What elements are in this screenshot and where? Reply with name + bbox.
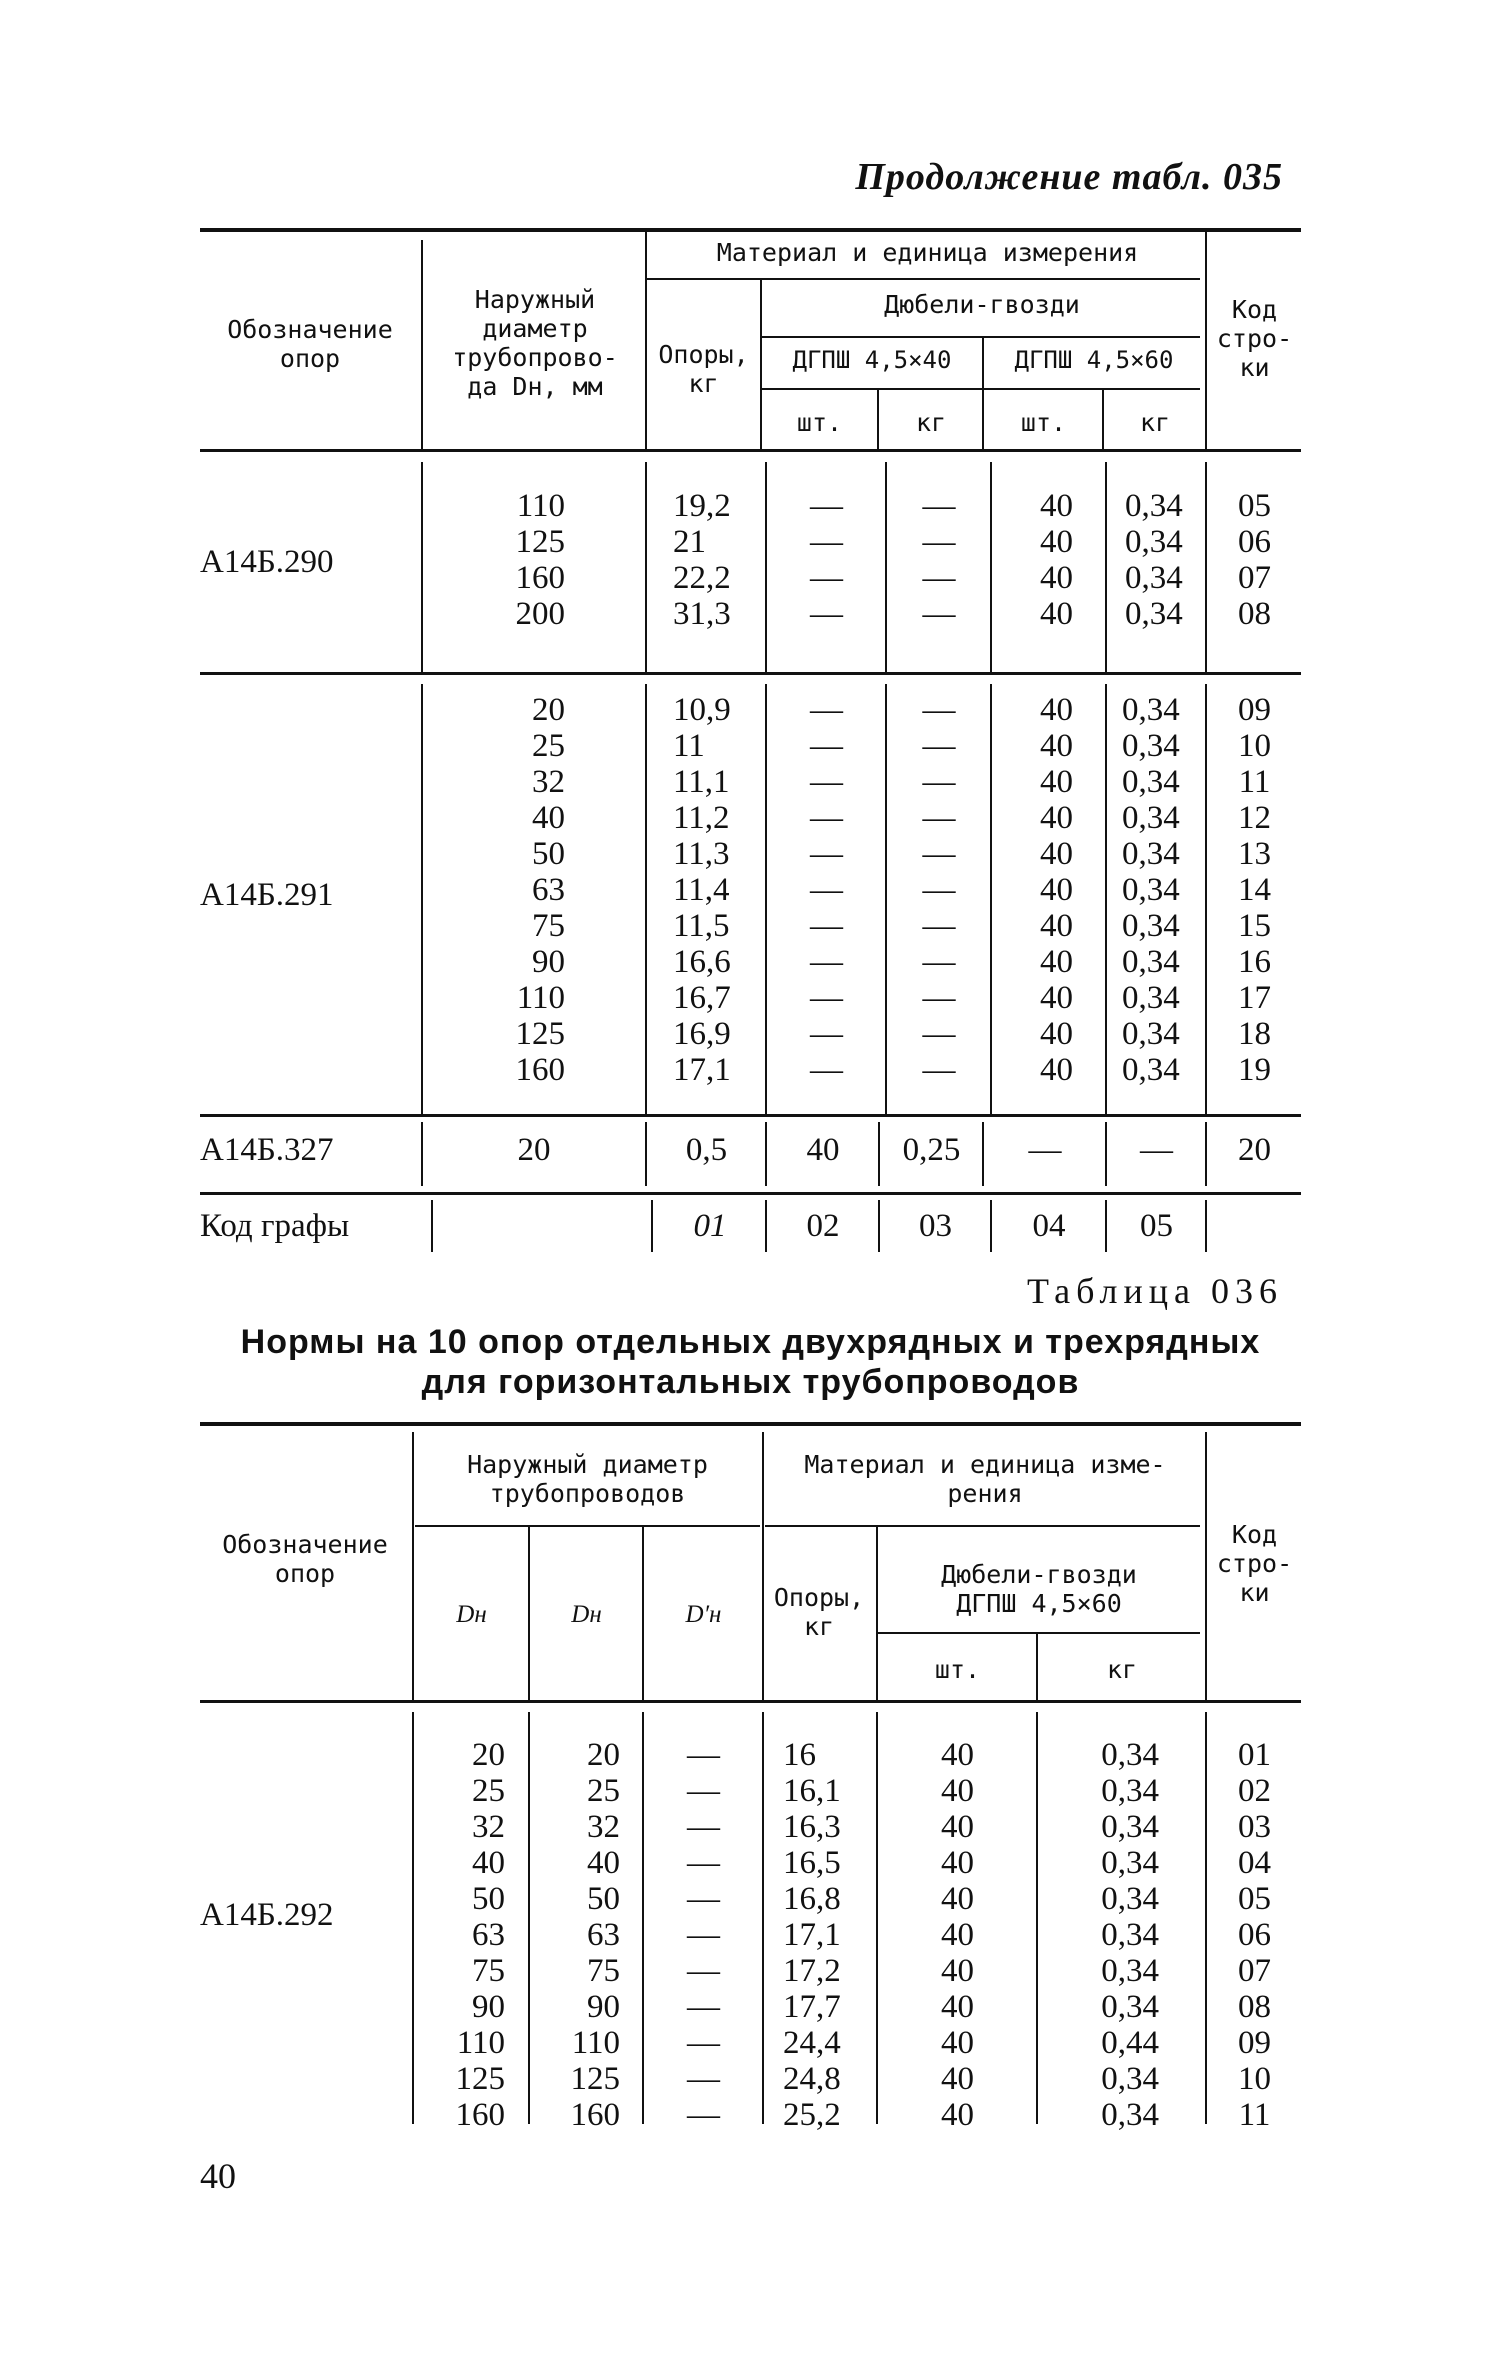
- d60-kg: 0,34 0,34 0,34 0,34: [1125, 488, 1183, 632]
- col-divider: [876, 1527, 878, 1700]
- dowel-pcs: 40 40 40 40 40 40 40 40 40 40 40: [941, 1737, 974, 2133]
- col-divider: [642, 1527, 644, 1700]
- header-kg: кг: [1139, 408, 1171, 437]
- header-code: Код стро- ки: [1216, 295, 1293, 382]
- col-divider: [1205, 1432, 1207, 1700]
- col-divider: [431, 1200, 433, 1252]
- column-code: 01: [693, 1208, 727, 1244]
- rule: [760, 336, 1200, 338]
- table-label: Таблица 036: [1027, 1271, 1283, 1311]
- col-divider: [885, 462, 887, 672]
- support-designation: А14Б.291: [200, 877, 334, 913]
- header-material: Материал и единица изме- рения: [804, 1450, 1166, 1508]
- rule: [415, 1525, 760, 1527]
- col-divider: [651, 1200, 653, 1252]
- header-supports: Опоры, кг: [773, 1583, 865, 1641]
- col-divider: [1105, 1200, 1107, 1252]
- header-dn-prime: D′н: [685, 1601, 722, 1628]
- column-code: 03: [919, 1208, 952, 1244]
- col-divider: [990, 462, 992, 672]
- col-divider: [876, 1712, 878, 2124]
- col-divider: [528, 1712, 530, 2124]
- diameter-dn-prime: — — — — — — — — — — —: [687, 1737, 720, 2133]
- support-mass: 16 16,1 16,3 16,5 16,8 17,1 17,2 17,7 24,4 24,8 25,2: [783, 1737, 841, 2133]
- pipe-diameter: 20 25 32 40 50 63 75 90 110 125 160: [515, 692, 565, 1088]
- col-divider: [878, 1122, 880, 1186]
- rule: [765, 1525, 1200, 1527]
- d60-kg: —: [1140, 1132, 1173, 1168]
- d40-pcs: 40: [806, 1132, 840, 1168]
- d40-kg: — — — —: [922, 488, 956, 632]
- row-code: 09 10 11 12 13 14 15 16 17 18 19: [1238, 692, 1271, 1088]
- col-divider: [645, 462, 647, 672]
- d40-pcs: — — — —: [810, 488, 843, 632]
- header-supports: Опоры, кг: [658, 340, 749, 398]
- col-divider: [1205, 1712, 1207, 2124]
- rule: [645, 278, 1200, 280]
- col-divider: [528, 1527, 530, 1700]
- col-divider: [982, 1122, 984, 1186]
- rule: [760, 388, 1200, 390]
- col-divider: [642, 1712, 644, 2124]
- d60-pcs: —: [1028, 1132, 1062, 1168]
- support-mass: 19,2 21 22,2 31,3: [673, 488, 731, 632]
- col-divider: [1036, 1712, 1038, 2124]
- col-divider: [421, 684, 423, 1114]
- col-divider: [765, 684, 767, 1114]
- col-divider: [1102, 388, 1104, 450]
- col-divider: [645, 684, 647, 1114]
- header-d40: ДГПШ 4,5×40: [792, 346, 952, 374]
- col-divider: [1105, 462, 1107, 672]
- support-designation: А14Б.290: [200, 544, 334, 580]
- col-divider: [877, 388, 879, 450]
- col-divider: [1105, 684, 1107, 1114]
- rule: [200, 672, 1301, 675]
- rule: [200, 1192, 1301, 1195]
- support-mass: 10,9 11 11,1 11,2 11,3 11,4 11,5 16,6 16,7 16,9 17,1: [673, 692, 731, 1088]
- col-divider: [412, 1432, 414, 1700]
- col-divider: [878, 1200, 880, 1252]
- col-divider: [762, 1712, 764, 2124]
- rule: [200, 1114, 1301, 1117]
- diameter-dn: 20 25 32 40 50 63 75 90 110 125 160: [570, 1737, 620, 2133]
- column-code-label: Код графы: [200, 1208, 350, 1244]
- header-dowels: Дюбели-гвозди: [884, 290, 1080, 319]
- rule: [876, 1632, 1200, 1634]
- table-title: Нормы на 10 опор отдельных двухрядных и трехрядных для горизонтальных трубопроводов: [240, 1323, 1261, 1401]
- d40-kg: 0,25: [902, 1132, 961, 1168]
- pipe-diameter: 110 125 160 200: [515, 488, 565, 632]
- col-divider: [1205, 1122, 1207, 1186]
- header-kg: кг: [915, 408, 947, 437]
- header-diameter: Наружный диаметр трубопроводов: [467, 1450, 708, 1508]
- header-material: Материал и единица измерения: [716, 238, 1139, 267]
- col-divider: [765, 462, 767, 672]
- header-pcs: шт.: [1020, 408, 1067, 437]
- support-mass: 0,5: [685, 1132, 728, 1168]
- d60-kg: 0,34 0,34 0,34 0,34 0,34 0,34 0,34 0,34 0,34 0,34 0,34: [1122, 692, 1180, 1088]
- column-code: 05: [1140, 1208, 1173, 1244]
- col-divider: [412, 1712, 414, 2124]
- continuation-header: Продолжение табл. 035: [855, 156, 1283, 198]
- row-code: 05 06 07 08: [1238, 488, 1271, 632]
- col-divider: [982, 336, 984, 450]
- row-code: 01 02 03 04 05 06 07 08 09 10 11: [1238, 1737, 1271, 2133]
- rule: [200, 228, 1301, 232]
- col-divider: [1205, 684, 1207, 1114]
- header-dn: Dн: [571, 1601, 602, 1628]
- col-divider: [990, 1200, 992, 1252]
- header-code: Код стро- ки: [1216, 1520, 1293, 1607]
- diameter-dn: 20 25 32 40 50 63 75 90 110 125 160: [455, 1737, 505, 2133]
- col-divider: [1205, 1200, 1207, 1252]
- col-divider: [1036, 1634, 1038, 1700]
- header-kg: кг: [1106, 1655, 1138, 1684]
- col-divider: [421, 462, 423, 672]
- header-designation: Обозначение опор: [222, 1530, 388, 1588]
- col-divider: [1205, 232, 1207, 450]
- col-divider: [421, 240, 423, 450]
- col-divider: [1105, 1122, 1107, 1186]
- header-designation: Обозначение опор: [227, 315, 393, 373]
- rule: [200, 1700, 1301, 1703]
- col-divider: [765, 1200, 767, 1252]
- d60-pcs: 40 40 40 40: [1040, 488, 1073, 632]
- header-dn: Dн: [456, 1601, 487, 1628]
- col-divider: [762, 1432, 764, 1700]
- d40-pcs: — — — — — — — — — — —: [810, 692, 843, 1088]
- rule: [200, 1422, 1301, 1426]
- col-divider: [990, 684, 992, 1114]
- col-divider: [765, 1122, 767, 1186]
- pipe-diameter: 20: [517, 1132, 551, 1168]
- column-code: 04: [1032, 1208, 1066, 1244]
- header-dowels: Дюбели-гвозди ДГПШ 4,5×60: [941, 1560, 1137, 1618]
- col-divider: [885, 684, 887, 1114]
- d60-pcs: 40 40 40 40 40 40 40 40 40 40 40: [1040, 692, 1073, 1088]
- header-diameter: Наружный диаметр трубопрово- да Dн, мм: [452, 285, 618, 401]
- support-designation: А14Б.292: [200, 1897, 334, 1933]
- header-pcs: шт.: [796, 408, 843, 437]
- page-number: 40: [200, 2156, 236, 2196]
- col-divider: [1205, 462, 1207, 672]
- dowel-kg: 0,34 0,34 0,34 0,34 0,34 0,34 0,34 0,34 0,44 0,34 0,34: [1101, 1737, 1159, 2133]
- col-divider: [645, 1122, 647, 1186]
- rule: [200, 449, 1301, 452]
- row-code: 20: [1238, 1132, 1271, 1168]
- header-pcs: шт.: [934, 1655, 981, 1684]
- support-designation: А14Б.327: [200, 1132, 334, 1168]
- column-code: 02: [806, 1208, 840, 1244]
- header-d60: ДГПШ 4,5×60: [1014, 346, 1174, 374]
- col-divider: [421, 1122, 423, 1186]
- d40-kg: — — — — — — — — — — —: [922, 692, 956, 1088]
